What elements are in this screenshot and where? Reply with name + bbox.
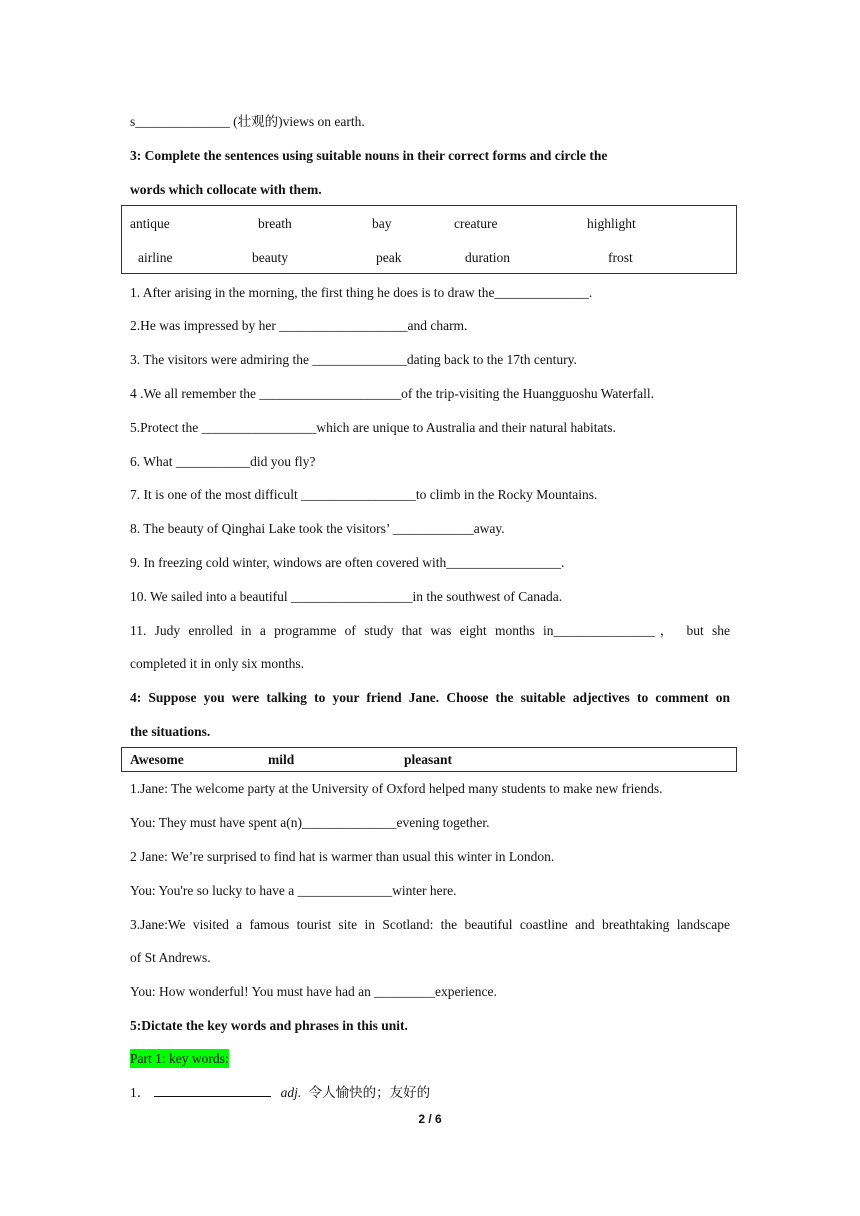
section-3-heading-cont: words which collocate with them. bbox=[130, 182, 322, 197]
question-8: 8. The beauty of Qinghai Lake took the visitors’ ____________away. bbox=[130, 521, 505, 536]
word-option: airline bbox=[138, 250, 173, 265]
answer-blank[interactable] bbox=[154, 1084, 271, 1097]
word-option: frost bbox=[608, 250, 633, 265]
item-number: 1． bbox=[130, 1085, 151, 1100]
word-option: peak bbox=[376, 250, 402, 265]
dialogue-1-jane: 1.Jane: The welcome party at the University of Oxford helped many students to make new friends. bbox=[130, 781, 663, 796]
word-option: breath bbox=[258, 216, 292, 231]
dialogue-1-you: You: They must have spent a(n)______________evening together. bbox=[130, 815, 490, 830]
question-11: 11. Judy enrolled in a programme of study that was eight months in_______________， but she bbox=[130, 623, 730, 638]
question-4: 4 .We all remember the _____________________of the trip-visiting the Huangguoshu Waterfall. bbox=[130, 386, 654, 401]
section-3-heading: 3: Complete the sentences using suitable nouns in their correct forms and circle the bbox=[130, 148, 608, 163]
word-option: Awesome bbox=[130, 752, 184, 767]
question-7: 7. It is one of the most difficult _________________to climb in the Rocky Mountains. bbox=[130, 487, 598, 502]
word-option: bay bbox=[372, 216, 392, 231]
word-option: duration bbox=[465, 250, 510, 265]
text-line: s______________ (壮观的)views on earth. bbox=[130, 114, 365, 129]
dialogue-2-you: You: You're so lucky to have a ______________winter here. bbox=[130, 883, 457, 898]
section-5-heading: 5:Dictate the key words and phrases in this unit. bbox=[130, 1018, 408, 1033]
word-box-nouns bbox=[121, 205, 737, 274]
word-option: pleasant bbox=[404, 752, 453, 767]
part-of-speech: adj. bbox=[280, 1085, 302, 1100]
question-2: 2.He was impressed by her ___________________and charm. bbox=[130, 318, 468, 333]
key-word-1 bbox=[130, 1084, 730, 1102]
dialogue-3-jane-cont: of St Andrews. bbox=[130, 950, 211, 965]
word-option: highlight bbox=[587, 216, 636, 231]
word-box-adjectives bbox=[121, 747, 737, 772]
question-9: 9. In freezing cold winter, windows are often covered with_________________. bbox=[130, 555, 565, 570]
section-4-heading: 4: Suppose you were talking to your friend Jane. Choose the suitable adjectives to comment on bbox=[130, 690, 730, 705]
dialogue-2-jane: 2 Jane: We’re surprised to find hat is warmer than usual this winter in London. bbox=[130, 849, 555, 864]
question-11-cont: completed it in only six months. bbox=[130, 656, 304, 671]
dialogue-3-jane: 3.Jane:We visited a famous tourist site in Scotland: the beautiful coastline and breathtaking landscape bbox=[130, 917, 730, 932]
word-option: mild bbox=[268, 752, 295, 767]
word-option: beauty bbox=[252, 250, 288, 265]
question-10: 10. We sailed into a beautiful __________________in the southwest of Canada. bbox=[130, 589, 563, 604]
definition: 令人愉快的；友好的 bbox=[308, 1085, 431, 1100]
question-1: 1. After arising in the morning, the first thing he does is to draw the______________. bbox=[130, 285, 593, 300]
part-1-label bbox=[130, 1050, 730, 1068]
question-5: 5.Protect the _________________which are unique to Australia and their natural habitats. bbox=[130, 420, 616, 435]
section-4-heading-cont: the situations. bbox=[130, 724, 211, 739]
question-6: 6. What ___________did you fly? bbox=[130, 454, 316, 469]
question-3: 3. The visitors were admiring the ______________dating back to the 17th century. bbox=[130, 352, 577, 367]
dialogue-3-you: You: How wonderful! You must have had an _________experience. bbox=[130, 984, 497, 999]
highlighted-label: Part 1: key words: bbox=[130, 1051, 229, 1066]
word-option: creature bbox=[454, 216, 498, 231]
page-number: 2 / 6 bbox=[418, 1112, 442, 1126]
word-option: antique bbox=[130, 216, 170, 231]
